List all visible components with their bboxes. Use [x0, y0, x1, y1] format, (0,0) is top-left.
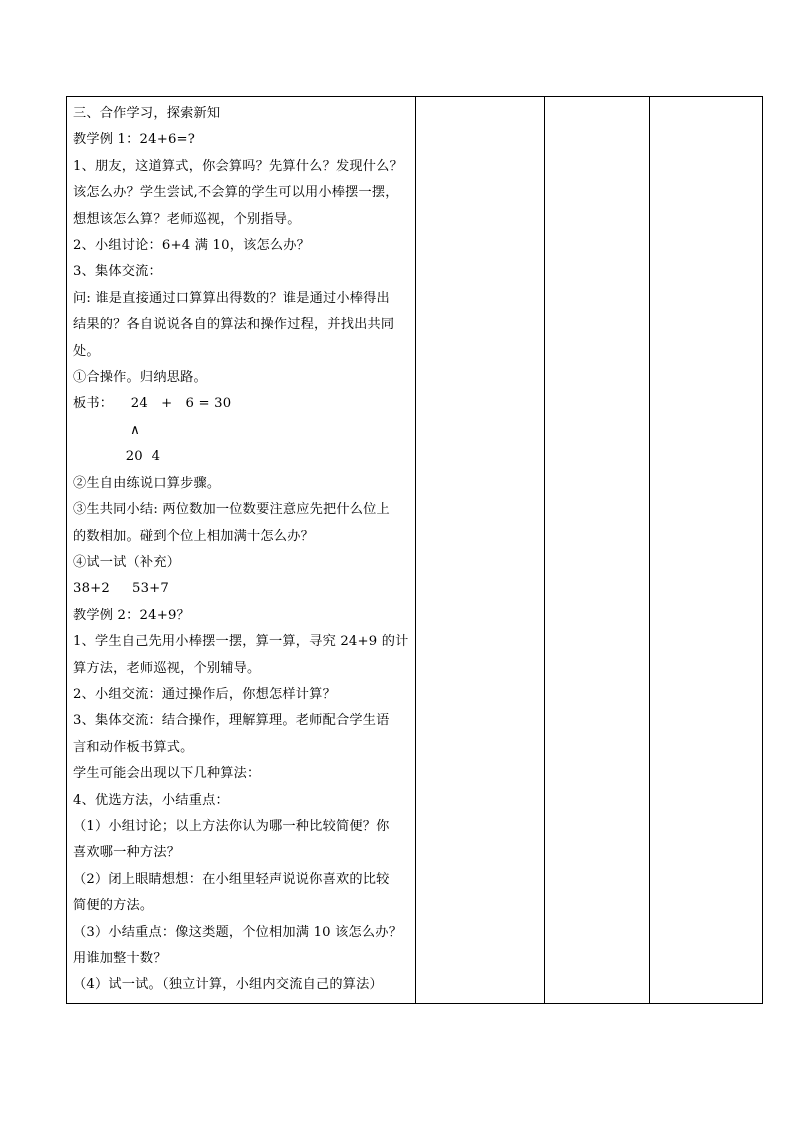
empty-cell — [415, 97, 544, 1004]
text-line: （1）小组讨论；以上方法你认为哪一种比较简便？你 — [73, 818, 390, 834]
text-line: （2）闭上眼睛想想：在小组里轻声说说你喜欢的比较 — [73, 871, 390, 887]
text-line: 1、学生自己先用小棒摆一摆，算一算，寻究 24+9 的计 — [73, 634, 409, 650]
text-line: 三、合作学习，探索新知 — [73, 106, 221, 121]
text-line: ①合操作。归纳思路。 — [73, 370, 207, 386]
text-line: 教学例 2：24+9？ — [73, 607, 190, 623]
lesson-content — [67, 97, 415, 999]
text-line: ②生自由练说口算步骤。 — [73, 475, 221, 491]
text-line: ③生共同小结: 两位数加一位数要注意应先把什么位上 — [73, 502, 390, 518]
text-line: 该怎么办？学生尝试,不会算的学生可以用小棒摆一摆， — [73, 185, 399, 201]
text-line: 想想该怎么算？老师巡视，个别指导。 — [73, 211, 301, 227]
lesson-plan-table — [66, 96, 763, 1004]
text-line: 3、集体交流： — [73, 264, 162, 280]
empty-cell — [544, 97, 649, 1004]
text-line: 用谁加整十数？ — [73, 951, 167, 966]
text-line: （3）小结重点：像这类题，个位相加满 10 该怎么办？ — [73, 924, 403, 940]
board-equation-line: 板书： 24 + 6 = 30 — [73, 396, 232, 412]
text-line: 教学例 1：24+6=? — [73, 132, 196, 148]
text-line: 喜欢哪一种方法？ — [73, 845, 181, 861]
text-line: 2、小组讨论：6+4 满 10，该怎么办？ — [73, 238, 311, 254]
board-split-numbers-line: 20 4 — [73, 449, 161, 465]
text-line: 言和动作板书算式。 — [73, 739, 194, 755]
text-line: 的数相加。碰到个位上相加满十怎么办？ — [73, 528, 314, 544]
text-line: 2、小组交流：通过操作后，你想怎样计算？ — [73, 686, 336, 702]
table-row — [67, 97, 763, 1004]
text-line: 1、朋友，这道算式，你会算吗？先算什么？发现什么？ — [73, 158, 403, 174]
text-line: 处。 — [73, 343, 100, 359]
text-line: 问: 谁是直接通过口算算出得数的？谁是通过小棒得出 — [73, 290, 390, 306]
text-line: 算方法，老师巡视，个别辅导。 — [73, 660, 261, 676]
text-line: 4、优选方法，小结重点： — [73, 792, 229, 808]
content-cell — [67, 97, 416, 1004]
exercise-line: 38+2 53+7 — [73, 581, 170, 597]
empty-cell — [649, 97, 762, 1004]
text-line: （4）试一试。（独立计算，小组内交流自己的算法） — [73, 977, 383, 993]
board-split-mark-line: ∧ — [73, 422, 140, 438]
text-line: 结果的？各自说说各自的算法和操作过程，并找出共同 — [73, 317, 395, 333]
text-line: 简便的方法。 — [73, 898, 154, 914]
text-line: ④试一试（补充） — [73, 554, 181, 570]
text-line: 学生可能会出现以下几种算法： — [73, 766, 261, 782]
text-line: 3、集体交流：结合操作，理解算理。老师配合学生语 — [73, 713, 390, 729]
